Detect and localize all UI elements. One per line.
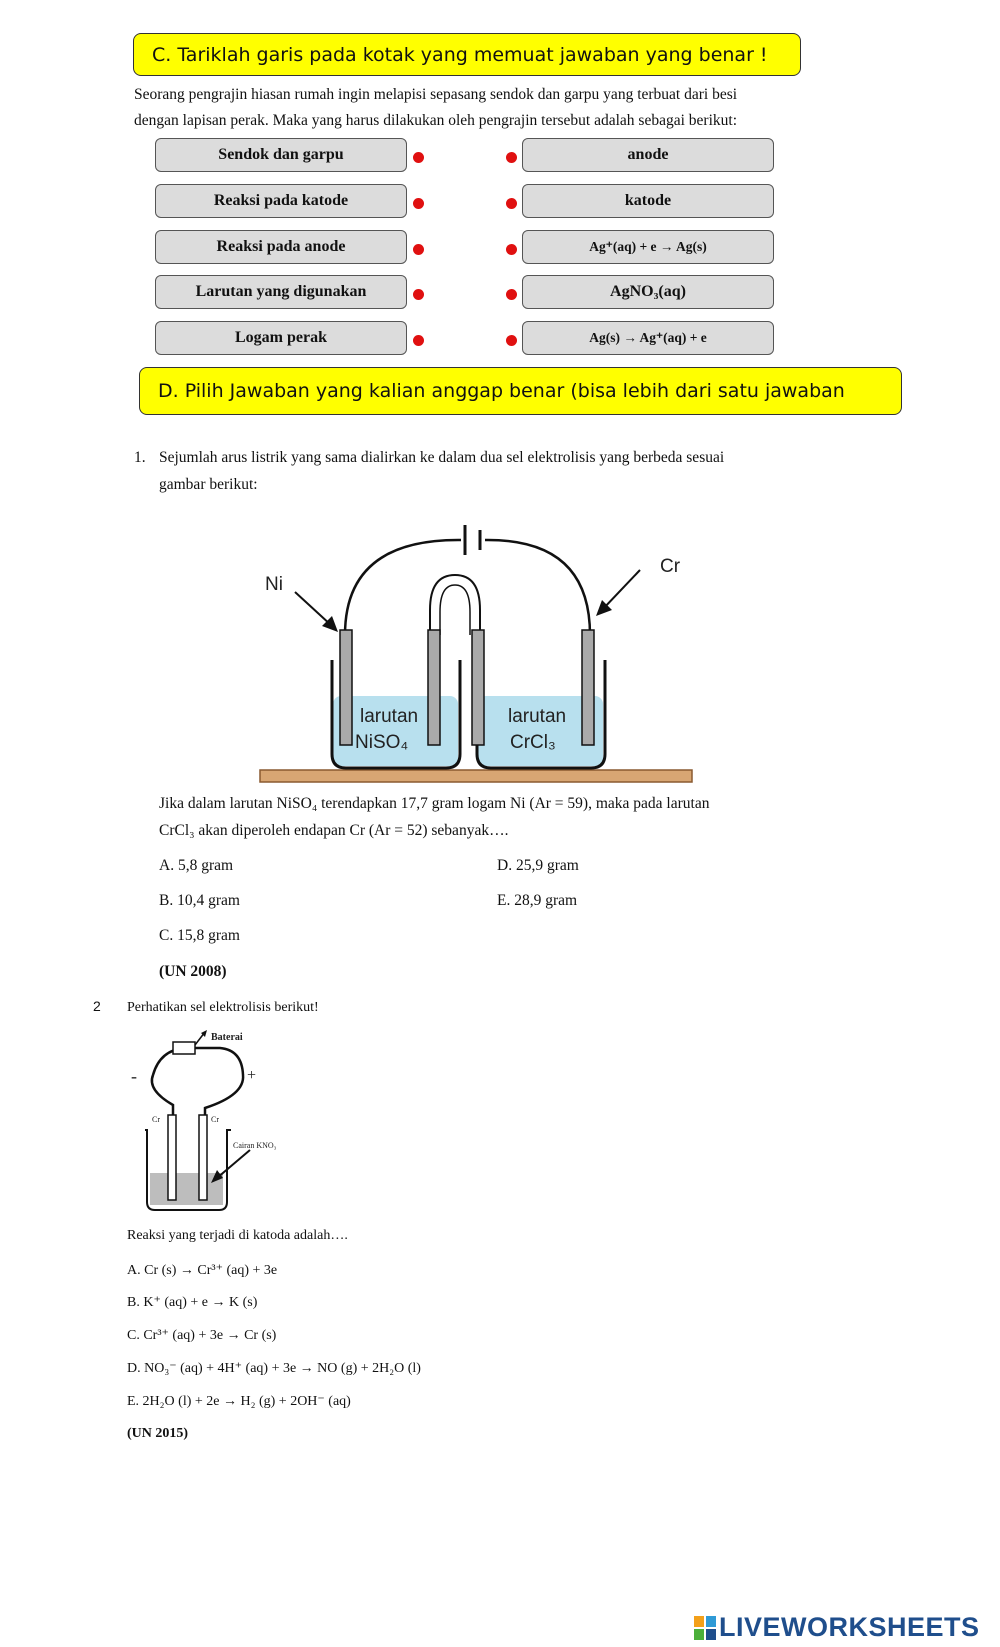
footer-brand: LIVEWORKSHEETS — [719, 1612, 980, 1642]
q2-label-plus: + — [247, 1067, 257, 1084]
q1-number: 1. — [134, 449, 146, 466]
left-box-5[interactable]: Logam perak — [155, 321, 407, 355]
q2-label-minus: - — [131, 1066, 137, 1086]
q2-option-d[interactable]: D. NO₃⁻ (aq) + 4H⁺ (aq) + 3e → NO (g) + 2H₂O (l) — [127, 1361, 421, 1376]
left-box-1[interactable]: Sendok dan garpu — [155, 138, 407, 172]
section-c-title — [133, 33, 801, 76]
q2-label-cr-right: Cr — [211, 1115, 219, 1124]
q2-label-liquid: Cairan KNO₃ — [233, 1141, 277, 1150]
q2-question: Reaksi yang terjadi di katoda adalah…. — [127, 1228, 348, 1243]
q2-option-c[interactable]: C. Cr³⁺ (aq) + 3e → Cr (s) — [127, 1328, 277, 1343]
q1-question-1: Jika dalam larutan NiSO₄ terendapkan 17,7 gram logam Ni (Ar = 59), maka pada larutan — [159, 795, 710, 812]
q2-electrode-right — [199, 1115, 207, 1200]
q1-option-a[interactable]: A. 5,8 gram — [159, 857, 234, 874]
q2-wire — [152, 1048, 243, 1120]
q2-source: (UN 2015) — [127, 1426, 189, 1441]
q1-option-e[interactable]: E. 28,9 gram — [497, 892, 578, 909]
right-dot-5[interactable] — [506, 335, 517, 346]
q1-arrow-ni — [295, 592, 332, 626]
q2-electrolysis-diagram — [125, 1030, 305, 1215]
q2-option-a[interactable]: A. Cr (s) → Cr³⁺ (aq) + 3e — [127, 1263, 278, 1278]
left-box-2[interactable]: Reaksi pada katode — [155, 184, 407, 218]
q2-label-battery: Baterai — [211, 1032, 243, 1043]
q1-electrolysis-diagram — [240, 510, 720, 790]
left-dot-4[interactable] — [413, 289, 424, 300]
q1-label-cr: Cr — [660, 556, 681, 577]
section-c-intro-1: Seorang pengrajin hiasan rumah ingin melapisi sepasang sendok dan garpu yang terbuat dari besi — [134, 86, 738, 103]
q1-electrode-mid-left — [428, 630, 440, 745]
q2-battery-box — [173, 1042, 195, 1054]
q1-option-b[interactable]: B. 10,4 gram — [159, 892, 240, 909]
q2-liquid — [150, 1173, 223, 1205]
left-dot-3[interactable] — [413, 244, 424, 255]
section-c-title-text: C. Tariklah garis pada kotak yang memuat jawaban yang benar ! — [152, 43, 768, 66]
q1-label-right-sol-2: CrCl₃ — [510, 732, 556, 753]
left-box-3[interactable]: Reaksi pada anode — [155, 230, 407, 264]
q2-option-b[interactable]: B. K⁺ (aq) + e → K (s) — [127, 1295, 258, 1310]
right-box-1[interactable]: anode — [522, 138, 774, 172]
left-dot-5[interactable] — [413, 335, 424, 346]
q2-electrode-left — [168, 1115, 176, 1200]
q1-electrode-ni — [340, 630, 352, 745]
q1-option-d[interactable]: D. 25,9 gram — [497, 857, 579, 874]
right-box-3[interactable]: Ag⁺(aq) + e → Ag(s) — [522, 230, 774, 264]
section-d-title-text: D. Pilih Jawaban yang kalian anggap benar (bisa lebih dari satu jawaban — [158, 380, 845, 402]
q1-source: (UN 2008) — [159, 963, 227, 980]
q1-salt-bridge — [430, 575, 480, 635]
right-dot-3[interactable] — [506, 244, 517, 255]
right-dot-4[interactable] — [506, 289, 517, 300]
q2-label-cr-left: Cr — [152, 1115, 160, 1124]
q2-liquid-arrow — [217, 1150, 250, 1178]
q1-electrode-cr — [582, 630, 594, 745]
q2-number: 2 — [93, 998, 101, 1014]
right-dot-2[interactable] — [506, 198, 517, 209]
left-dot-2[interactable] — [413, 198, 424, 209]
section-c-intro-2: dengan lapisan perak. Maka yang harus dilakukan oleh pengrajin tersebut adalah sebagai berikut: — [134, 112, 737, 129]
left-box-4[interactable]: Larutan yang digunakan — [155, 275, 407, 309]
right-box-2[interactable]: katode — [522, 184, 774, 218]
footer-logo — [694, 1612, 980, 1643]
q1-electrode-mid-right — [472, 630, 484, 745]
q2-option-e[interactable]: E. 2H₂O (l) + 2e → H₂ (g) + 2OH⁻ (aq) — [127, 1394, 351, 1409]
q1-label-ni: Ni — [265, 574, 283, 595]
q1-label-left-sol-2: NiSO₄ — [355, 732, 409, 753]
q1-option-c[interactable]: C. 15,8 gram — [159, 927, 240, 944]
right-box-5[interactable]: Ag(s) → Ag⁺(aq) + e — [522, 321, 774, 355]
q1-wire — [345, 540, 590, 635]
liveworksheets-logo-icon — [694, 1616, 716, 1640]
section-d-title — [139, 367, 902, 415]
q1-label-right-sol-1: larutan — [508, 706, 567, 727]
q1-label-left-sol-1: larutan — [360, 706, 419, 727]
q1-text-1: Sejumlah arus listrik yang sama dialirkan ke dalam dua sel elektrolisis yang berbeda sesuai — [159, 449, 725, 466]
q1-base-board — [260, 770, 692, 782]
right-dot-1[interactable] — [506, 152, 517, 163]
q1-arrow-cr — [602, 570, 640, 610]
q1-text-2: gambar berikut: — [159, 476, 258, 493]
left-dot-1[interactable] — [413, 152, 424, 163]
right-box-4[interactable]: AgNO₃(aq) — [522, 275, 774, 309]
q1-question-2: CrCl₃ akan diperoleh endapan Cr (Ar = 52) sebanyak…. — [159, 822, 509, 839]
q2-text: Perhatikan sel elektrolisis berikut! — [127, 1000, 319, 1015]
q1-salt-bridge-inner — [440, 585, 470, 635]
